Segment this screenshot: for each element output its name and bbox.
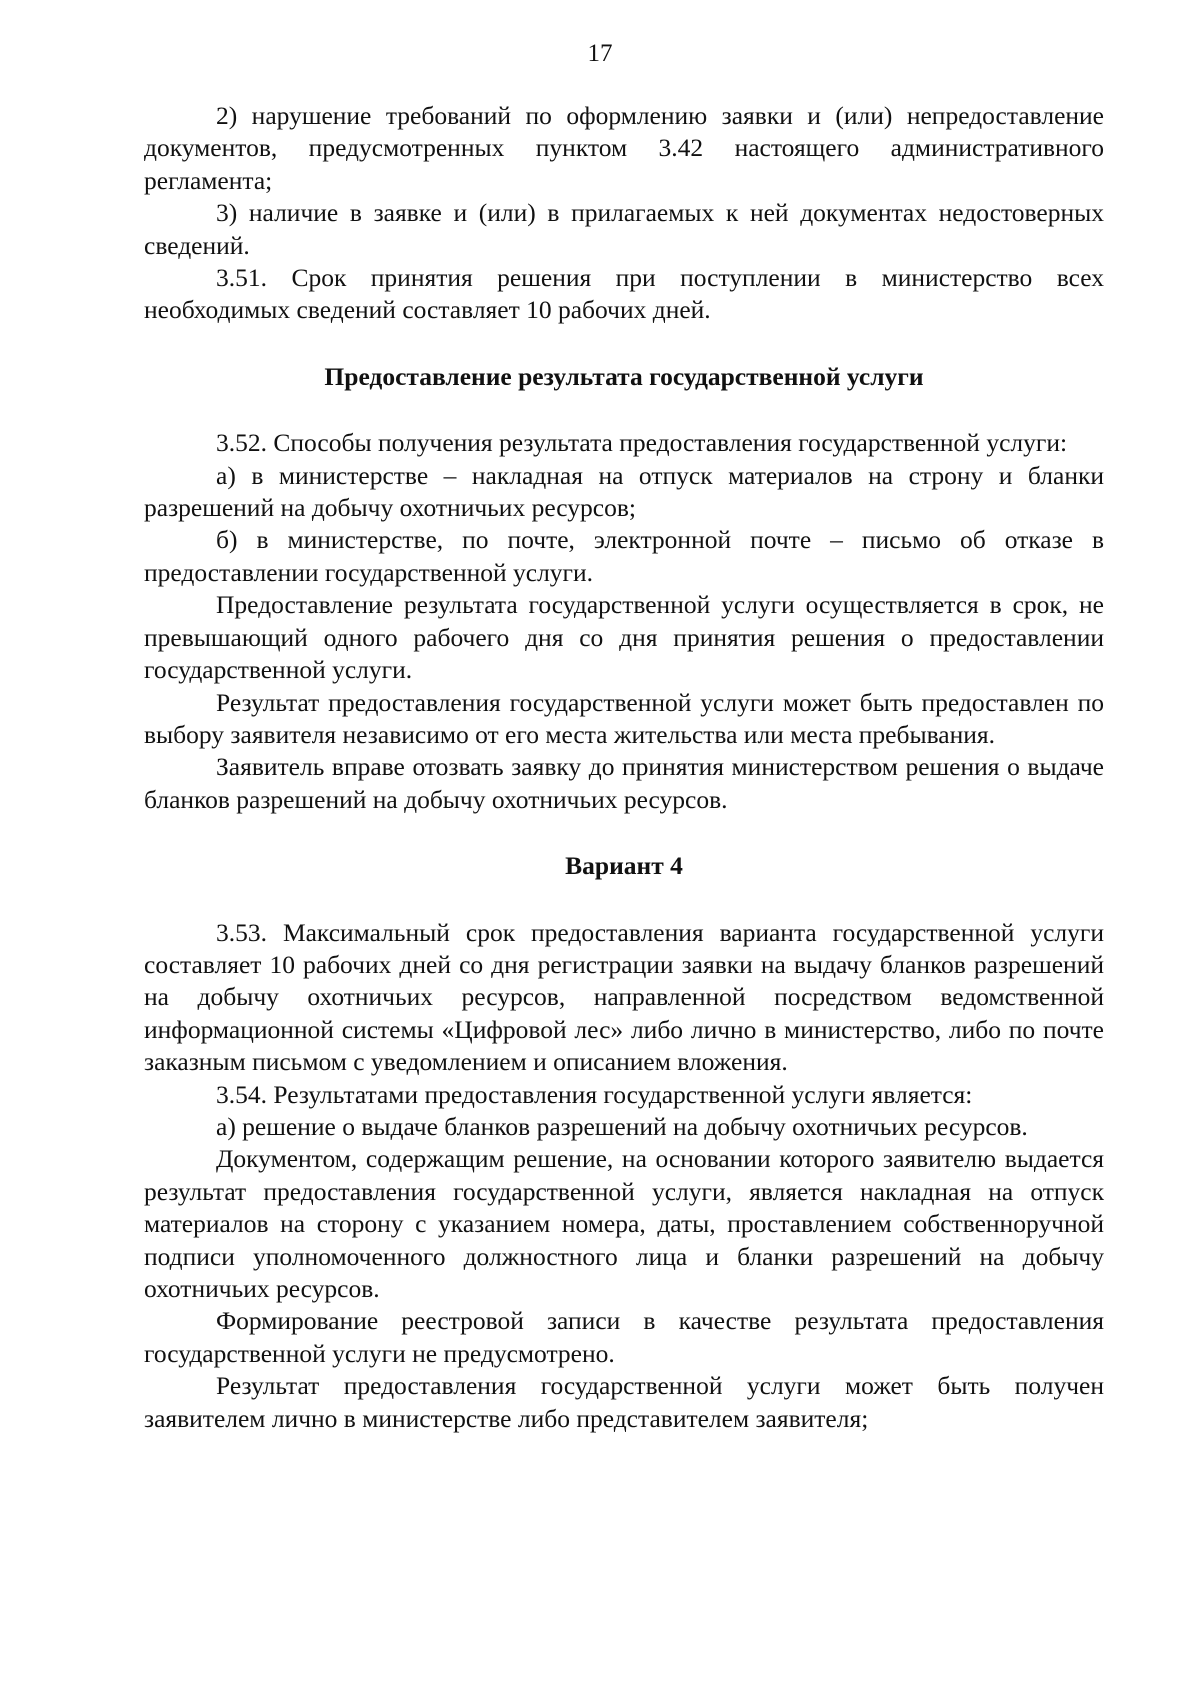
paragraph-3-54: 3.54. Результатами предоставления государственной услуги является: bbox=[216, 1079, 973, 1109]
paragraph-registry-record: Формирование реестровой записи в качестве результата предоставления государственной услуги не предусмотрено. bbox=[144, 1306, 1104, 1368]
paragraph-3-52: 3.52. Способы получения результата предоставления государственной услуги: bbox=[216, 428, 1068, 458]
paragraph-3-54-a: а) решение о выдаче бланков разрешений на добычу охотничьих ресурсов. bbox=[216, 1111, 1028, 1141]
section-heading-result: Предоставление результата государственной услуги bbox=[324, 361, 924, 391]
paragraph-withdraw: Заявитель вправе отозвать заявку до принятия министерством решения о выдаче бланков разрешений на добычу охотничьих ресурсов. bbox=[144, 752, 1104, 814]
paragraph-result-location: Результат предоставления государственной услуги может быть предоставлен по выбору заявителя независимо от его места жительства или места пребывания. bbox=[144, 687, 1104, 749]
section-heading-variant-4: Вариант 4 bbox=[565, 851, 683, 881]
paragraph-2-violation: 2) нарушение требований по оформлению заявки и (или) непредоставление документов, предусмотренных пунктом 3.42 настоящего административного регламента; bbox=[144, 101, 1104, 195]
paragraph-result-receipt: Результат предоставления государственной услуги может быть получен заявителем лично в министерстве либо представителем заявителя; bbox=[144, 1371, 1104, 1433]
paragraph-3-52-a: а) в министерстве – накладная на отпуск материалов на строну и бланки разрешений на добычу охотничьих ресурсов; bbox=[144, 460, 1104, 523]
paragraph-3-false-info: 3) наличие в заявке и (или) в прилагаемых к ней документах недостоверных сведений. bbox=[144, 198, 1104, 260]
page-number: 17 bbox=[587, 40, 613, 67]
document-body bbox=[144, 100, 1104, 1435]
paragraph-result-term: Предоставление результата государственной услуги осуществляется в срок, не превышающий одного рабочего дня со дня принятия решения о предоставлении государственной услуги. bbox=[144, 590, 1104, 685]
paragraph-document-decision: Документом, содержащим решение, на основании которого заявителю выдается результат предоставления государственной услуги, является накладная на отпуск материалов на сторону с указанием номера, даты, проставлением собственноручной подписи уполномоченного должностного лица и бланки разрешений на добычу охотничьих ресурсов. bbox=[144, 1144, 1104, 1303]
paragraph-3-53: 3.53. Максимальный срок предоставления варианта государственной услуги составляет 10 рабочих дней со дня регистрации заявки на выдачу бланков разрешений на добычу охотничьих ресурсов, направленной посредством ведомственной информационной системы «Цифровой лес» либо лично в министерство, либо по почте заказным письмом с уведомлением и описанием вложения. bbox=[144, 917, 1104, 1077]
paragraph-3-51: 3.51. Срок принятия решения при поступлении в министерство всех необходимых сведений составляет 10 рабочих дней. bbox=[144, 263, 1104, 325]
paragraph-3-52-b: б) в министерстве, по почте, электронной почте – письмо об отказе в предоставлении государственной услуги. bbox=[144, 525, 1104, 587]
